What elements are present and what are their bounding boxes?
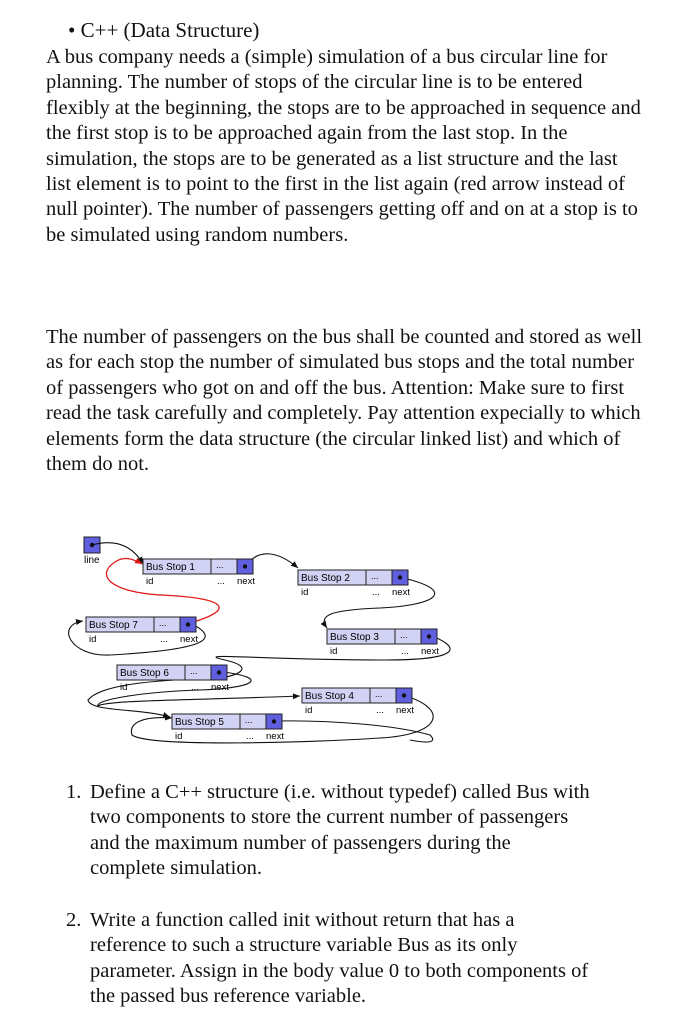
node-mid: ... [159,618,167,628]
node-data-cell [366,570,392,585]
pointer-dot [427,634,431,638]
node-data-cell [211,559,237,574]
node-dots-label: ... [376,705,384,716]
task-text: Write a function called init without return that has a reference to such a structure variable Bus as its only parameter. Assign in the body value 0 to both components of the passed bus reference variable. [90,909,589,1008]
list-node-4 [302,688,414,716]
node-dots-label: ... [372,587,380,598]
node-next-label: next [237,576,255,587]
node-mid: ... [216,560,224,570]
node-data-cell [240,714,266,729]
task-number: 1. [66,781,82,803]
node-dots-label: ... [191,682,199,693]
node-name: Bus Stop 4 [305,691,354,702]
node-id-label: id [305,705,313,716]
pointer-dot [243,564,247,568]
requirements-paragraph: The number of passengers on the bus shall be counted and stored as well as for each stop the number of simulated bus stops and the total number of passengers who got on and off the bus. Attention: Make sure to first read the task carefully and completely. Pay attention expecially to which elements form the data structure (the circular linked list) and which of them do not. [46,326,643,476]
list-node-1 [143,559,255,587]
head-label: line [84,555,100,566]
node-name: Bus Stop 6 [120,668,169,679]
node-mid: ... [375,689,383,699]
pointer-dot [217,670,221,674]
task-item [66,780,590,882]
node-id-label: id [301,587,309,598]
pointer-dot [402,693,406,697]
head-pointer [84,537,143,566]
node-mid: ... [371,571,379,581]
list-node-7 [86,617,198,645]
node-id-label: id [146,576,154,587]
node-name: Bus Stop 5 [175,717,224,728]
node-data-cell [154,617,180,632]
node-dots-label: ... [217,576,225,587]
node-data-cell [395,629,421,644]
pointer-dot [186,622,190,626]
node-id-label: id [120,682,128,693]
pointer-dot [272,719,276,723]
node-next-label: next [180,634,198,645]
node-data-cell [185,665,211,680]
nodes-layer [86,559,439,742]
node-next-label: next [392,587,410,598]
node-id-label: id [175,731,183,742]
list-node-6 [117,665,229,693]
circular-list-diagram [0,525,681,755]
node-data-cell [370,688,396,703]
task-item [66,908,590,1010]
node-mid: ... [190,666,198,676]
node-dots-label: ... [246,731,254,742]
node-id-label: id [330,646,338,657]
node-dots-label: ... [401,646,409,657]
node-name: Bus Stop 7 [89,620,138,631]
node-mid: ... [245,715,253,725]
list-node-2 [298,570,410,598]
node-next-label: next [396,705,414,716]
node-name: Bus Stop 3 [330,632,379,643]
node-name: Bus Stop 1 [146,562,195,573]
task-number: 2. [66,909,82,931]
node-next-label: next [211,682,229,693]
section-heading: • C++ (Data Structure) [68,18,260,42]
task-text: Define a C++ structure (i.e. without typedef) called Bus with two components to store the current number of passengers and the maximum number of passengers during the complete simulation. [90,781,590,880]
list-node-5 [172,714,284,742]
pointer-dot [398,575,402,579]
node-mid: ... [400,630,408,640]
intro-paragraph: A bus company needs a (simple) simulation of a bus circular line for planning. The number of stops of the circular line is to be entered flexibly at the beginning, the stops are to be approached in sequence and the first stop is to be approached again from the last stop. In the simulation, the stops are to be generated as a list structure and the last list element is to point to the first in the list again (red arrow instead of null pointer). The number of passengers getting off and on at a stop is to be simulated using random numbers. [46,46,641,246]
node-next-label: next [421,646,439,657]
node-id-label: id [89,634,97,645]
node-dots-label: ... [160,634,168,645]
node-next-label: next [266,731,284,742]
node-name: Bus Stop 2 [301,573,350,584]
list-node-3 [327,629,439,657]
